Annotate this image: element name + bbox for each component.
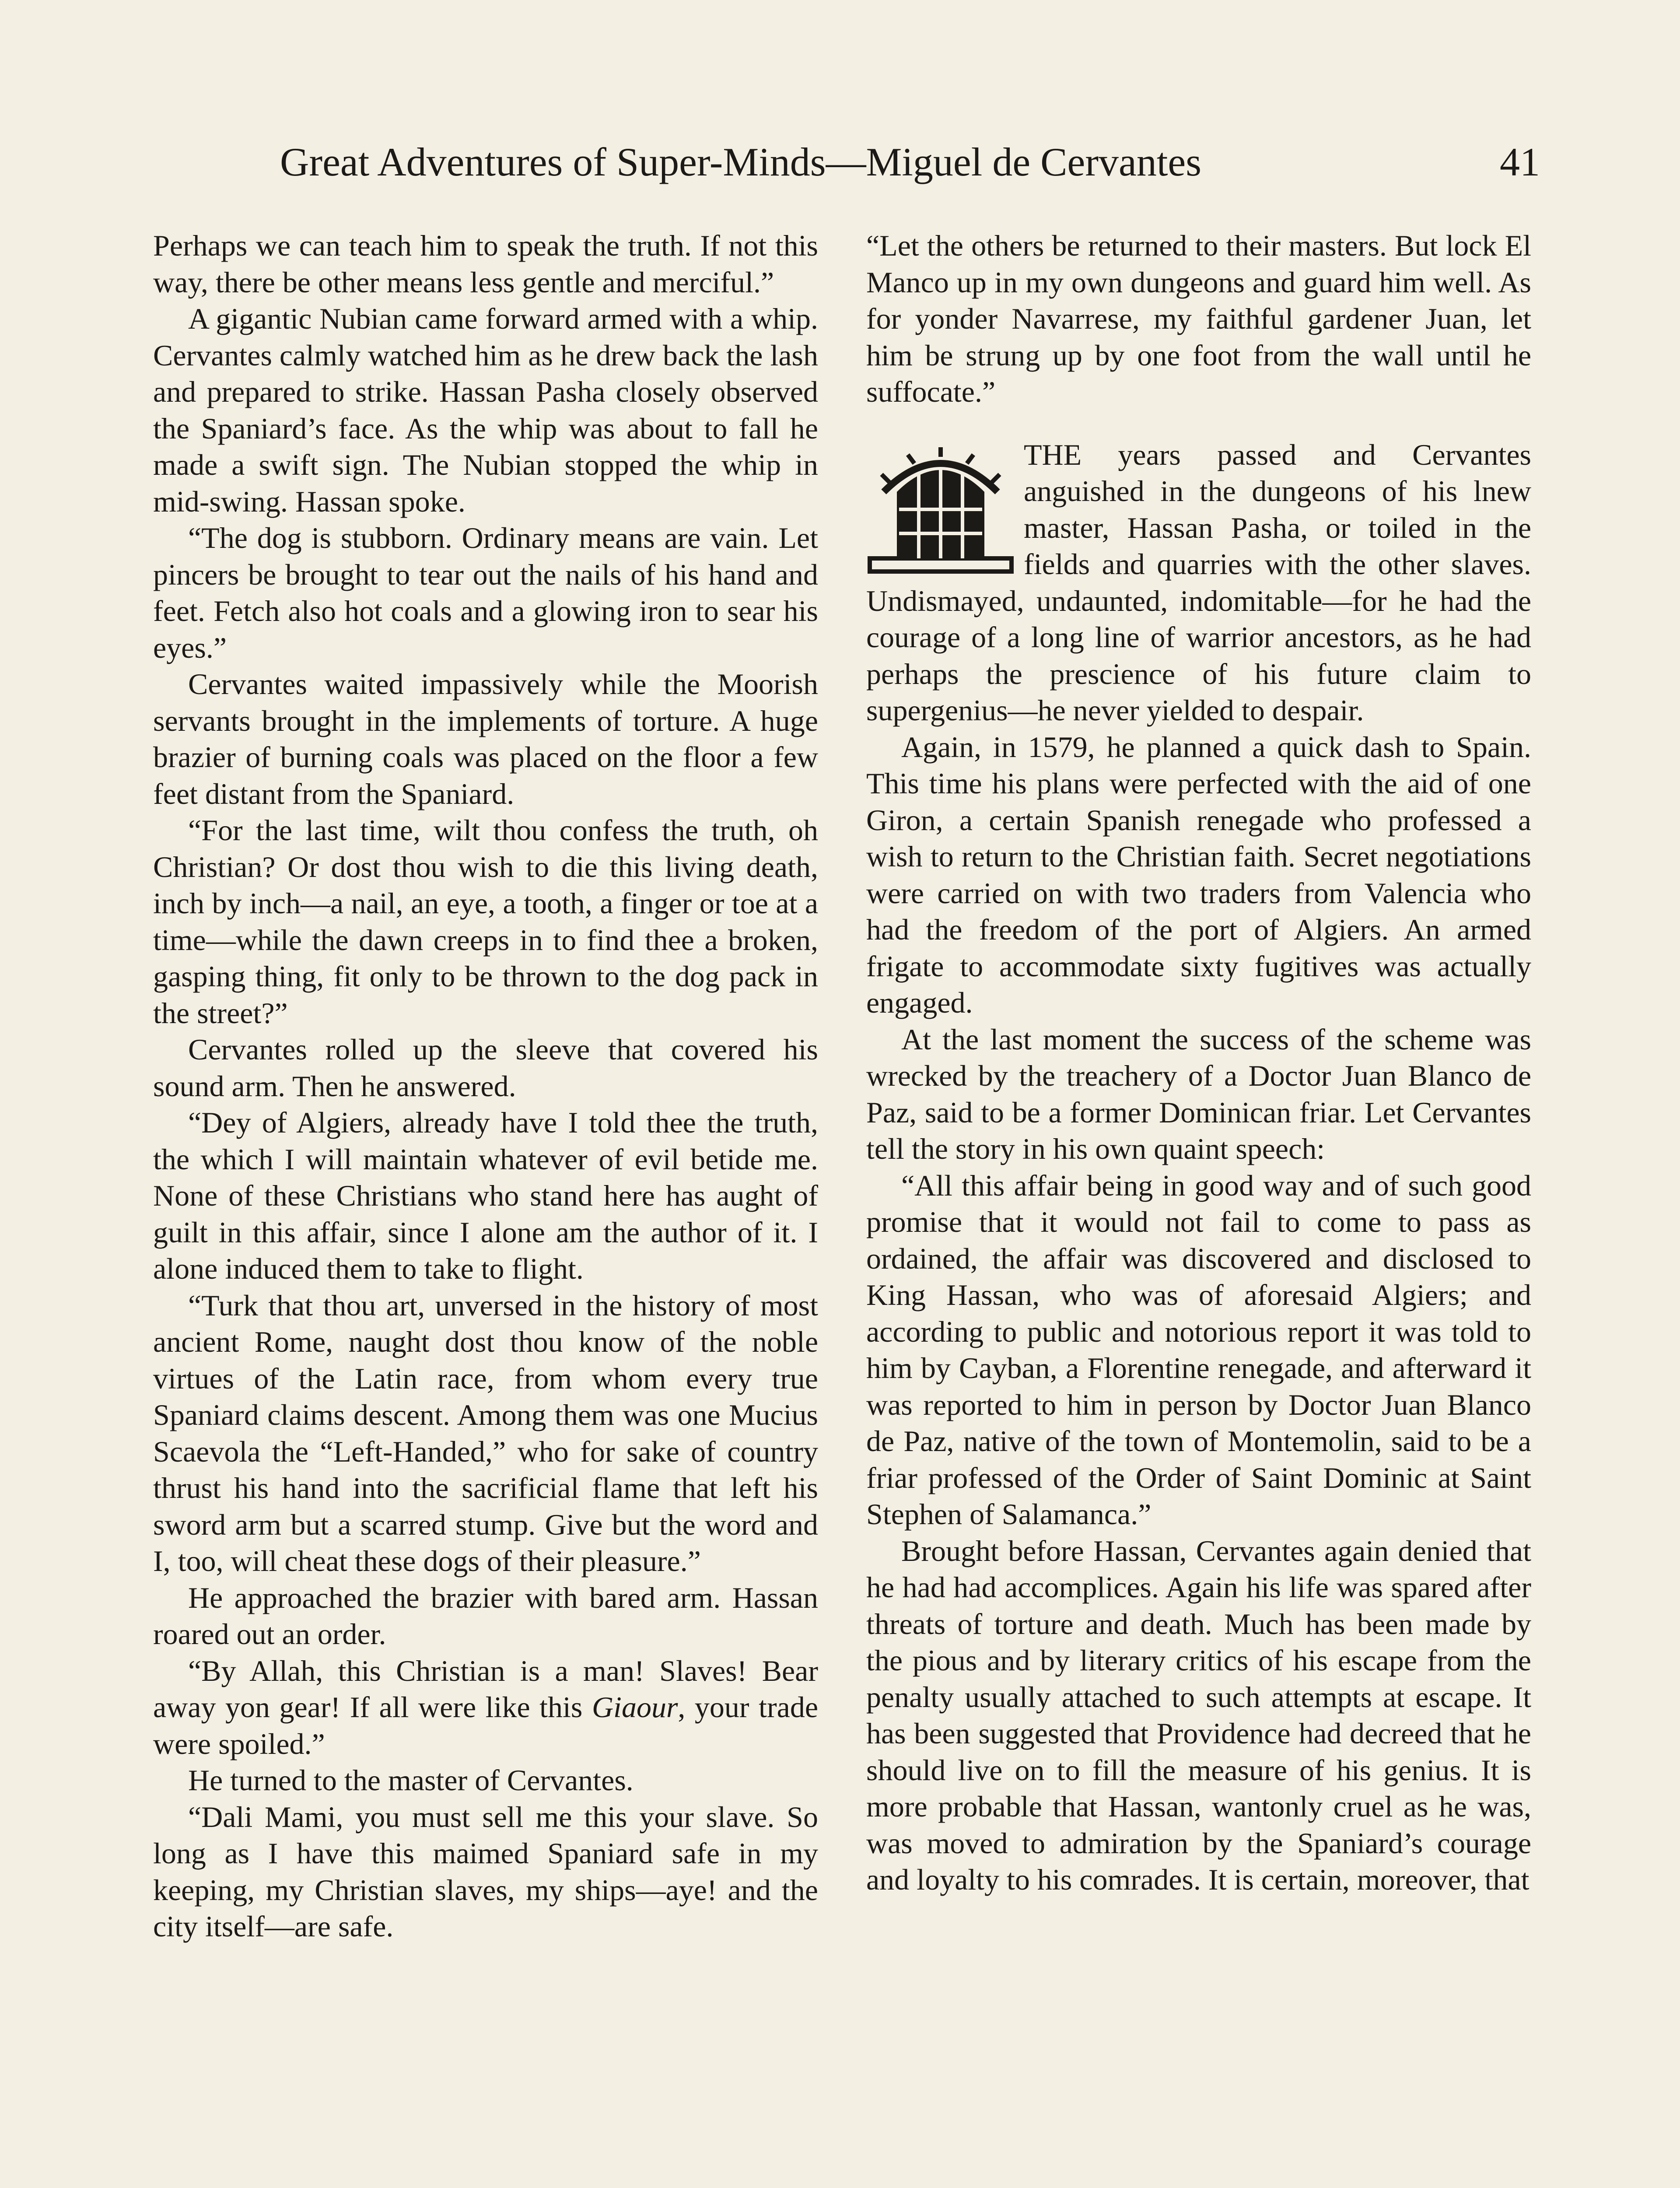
- paragraph: Cervantes rolled up the sleeve that covered his sound arm. Then he answered.: [153, 1033, 818, 1103]
- paragraph-text: THE years passed and Cervantes anguished in the dungeons of his lnew master, Hassan Pasha, or toiled in the fields and quarries with the other slaves. Undismayed, undaunted, indomitable—for he had the courage of a long line of warrior ancestors, as he had perhaps the prescience of his future claim to supergenius—he never yielded to despair.: [866, 438, 1531, 727]
- running-title: Great Adventures of Super-Minds—Miguel de Cervantes: [280, 140, 1202, 184]
- paragraph: “Dali Mami, you must sell me this your slave. So long as I have this maimed Spaniard safe in my keeping, my Christian slaves, my ships—aye! and the city itself—are safe.: [153, 1800, 818, 1943]
- page-header: [280, 131, 1540, 193]
- paragraph-text: , your trade were spoiled.”: [153, 1690, 819, 1760]
- paragraph: At the last moment the success of the scheme was wrecked by the treachery of a Doctor Juan Blanco de Paz, said to be a former Dominican friar. Let Cervantes tell the story in his own quaint speech:: [866, 1022, 1531, 1165]
- right-column: [866, 228, 1531, 1898]
- paragraph: [153, 1653, 818, 1763]
- dungeon-window-icon: [866, 444, 1015, 575]
- italic-word: Giaour: [592, 1690, 678, 1724]
- paragraph: Perhaps we can teach him to speak the truth. If not this way, there be other means less gentle and merciful.”: [153, 229, 818, 299]
- paragraph: “For the last time, wilt thou confess the truth, oh Christian? Or dost thou wish to die this living death, inch by inch—a nail, an eye, a tooth, a finger or toe at a time—while the dawn creeps in to find thee a broken, gasping thing, fit only to be thrown to the dog pack in the street?”: [153, 813, 818, 1030]
- paragraph-text: “By Allah, this Christian is a man! Slaves! Bear away yon gear! If all were like this: [153, 1654, 818, 1724]
- paragraph: “Dey of Algiers, already have I told thee the truth, the which I will maintain whatever of evil betide me. None of these Christians who stand here has aught of guilt in this affair, since I alone am the author of it. I alone induced them to take to flight.: [153, 1106, 818, 1285]
- paragraph: “Turk that thou art, unversed in the history of most ancient Rome, naught dost thou know of the noble virtues of the Latin race, from whom every true Spaniard claims descent. Among them was one Mucius Scaevola the “Left-Handed,” who for sake of country thrust his hand into the sacrificial flame that left his sword arm but a scarred stump. Give but the word and I, too, will cheat these dogs of their pleasure.”: [153, 1288, 818, 1578]
- paragraph: “Let the others be returned to their masters. But lock El Manco up in my own dungeons and guard him well. As for yonder Navarrese, my faithful gardener Juan, let him be strung up by one foot from the wall until he suffocate.”: [866, 229, 1531, 408]
- paragraph: He approached the brazier with bared arm. Hassan roared out an order.: [153, 1581, 818, 1651]
- section-start-paragraph: [866, 437, 1531, 729]
- paragraph: Brought before Hassan, Cervantes again denied that he had had accomplices. Again his life was spared after threats of torture and death. Much has been made by the pious and by literary critics of his escape from the penalty usually attached to such attempts at escape. It has been suggested that Providence had decreed that he should live on to fill the measure of his genius. It is more probable that Hassan, wantonly cruel as he was, was moved to admiration by the Spaniard’s courage and loyalty to his comrades. It is certain, moreover, that: [866, 1534, 1531, 1896]
- paragraph: “All this affair being in good way and of such good promise that it would not fail to come to pass as ordained, the affair was discovered and disclosed to King Hassan, who was of aforesaid Algiers; and according to public and notorious report it was told to him by Cayban, a Florentine renegade, and afterward it was reported to him in person by Doctor Juan Blanco de Paz, native of the town of Montemolin, said to be a friar professed of the Order of Saint Dominic at Saint Stephen of Salamanca.”: [866, 1168, 1531, 1531]
- paragraph: “The dog is stubborn. Ordinary means are vain. Let pincers be brought to tear out the nails of his hand and feet. Fetch also hot coals and a glowing iron to sear his eyes.”: [153, 521, 818, 664]
- left-column: [153, 228, 818, 1945]
- paragraph: Again, in 1579, he planned a quick dash to Spain. This time his plans were perfected with the aid of one Giron, a certain Spanish renegade who professed a wish to return to the Christian faith. Secret negotiations were carried on with two traders from Valencia who had the freedom of the port of Algiers. An armed frigate to accommodate sixty fugitives was actually engaged.: [866, 730, 1531, 1019]
- paragraph: Cervantes waited impassively while the Moorish servants brought in the implements of torture. A huge brazier of burning coals was placed on the floor a few feet distant from the Spaniard.: [153, 667, 818, 810]
- paragraph: He turned to the master of Cervantes.: [188, 1764, 634, 1797]
- page-number: 41: [1500, 140, 1540, 184]
- paragraph: A gigantic Nubian came forward armed with a whip. Cervantes calmly watched him as he drew back the lash and prepared to strike. Hassan Pasha closely observed the Spaniard’s face. As the whip was about to fall he made a swift sign. The Nubian stopped the whip in mid-swing. Hassan spoke.: [153, 302, 819, 518]
